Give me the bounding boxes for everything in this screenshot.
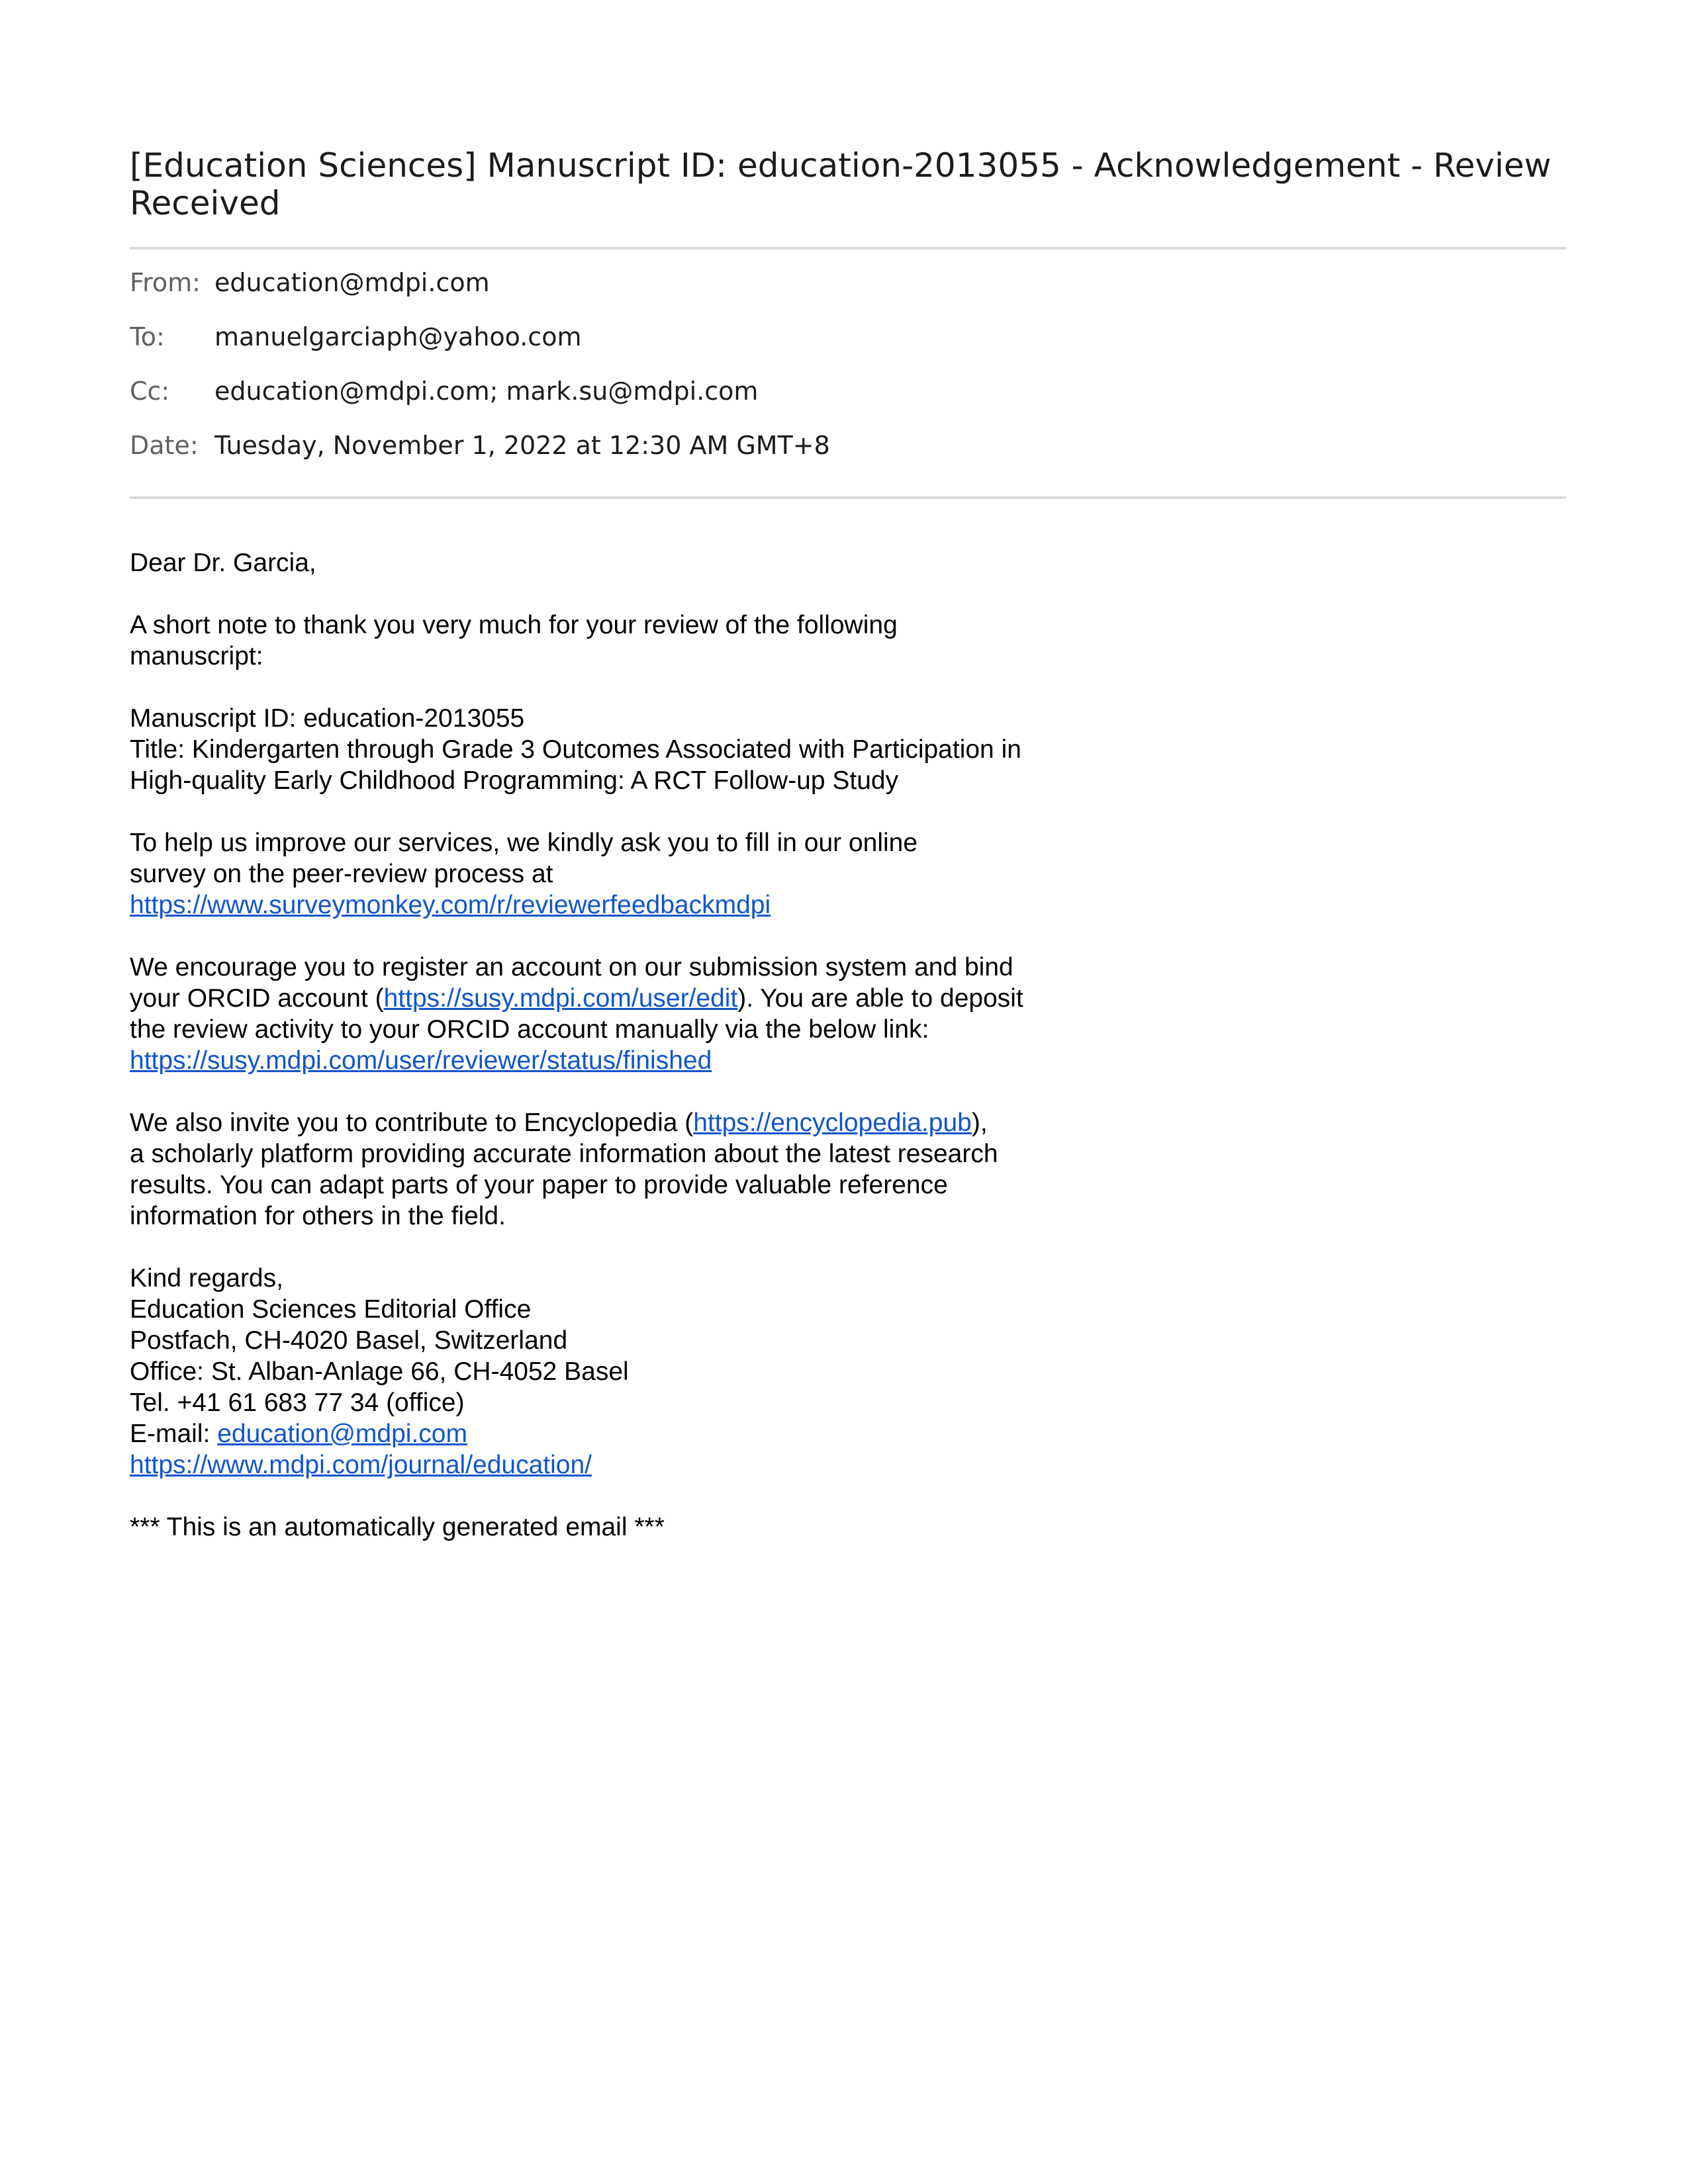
orcid-line: We encourage you to register an account on our submission system and bind (130, 953, 1013, 981)
date-value: Tuesday, November 1, 2022 at 12:30 AM GMT+8 (214, 431, 830, 460)
orcid-line-text: ). You are able to deposit (737, 984, 1023, 1013)
encyclopedia-line: information for others in the field. (130, 1202, 506, 1230)
from-row (130, 268, 1566, 322)
auto-generated-note: *** This is an automatically generated email *** (130, 1513, 665, 1541)
email-subject: [Education Sciences] Manuscript ID: education-2013055 - Acknowledgement - Review Received (130, 146, 1552, 222)
encyclopedia-line: a scholarly platform providing accurate information about the latest research (130, 1140, 998, 1168)
orcid-account-link[interactable]: https://susy.mdpi.com/user/edit (383, 984, 738, 1013)
thanks-paragraph (130, 610, 1215, 672)
journal-link-line (130, 1449, 1215, 1480)
email-body (130, 547, 1215, 1574)
encyclopedia-line: results. You can adapt parts of your paper to provide valuable reference (130, 1171, 948, 1199)
telephone: Tel. +41 61 683 77 34 (office) (130, 1388, 465, 1417)
to-row (130, 322, 1566, 377)
from-label: From: (130, 268, 201, 297)
to-value[interactable]: manuelgarciaph@yahoo.com (214, 322, 582, 351)
orcid-line-text: your ORCID account ( (130, 984, 384, 1013)
survey-paragraph (130, 827, 1215, 921)
greeting: Dear Dr. Garcia, (130, 549, 316, 577)
manuscript-title-line: Title: Kindergarten through Grade 3 Outcomes Associated with Participation in (130, 735, 1021, 764)
encyclopedia-line-text: ), (971, 1109, 988, 1137)
orcid-paragraph (130, 952, 1215, 1076)
manuscript-paragraph (130, 703, 1215, 796)
email-line (130, 1418, 1215, 1449)
postfach-address: Postfach, CH-4020 Basel, Switzerland (130, 1326, 568, 1355)
regards: Kind regards, (130, 1264, 283, 1293)
to-label: To: (130, 322, 165, 351)
email-label: E-mail: (130, 1420, 218, 1448)
office-name: Education Sciences Editorial Office (130, 1295, 532, 1324)
manuscript-id: Manuscript ID: education-2013055 (130, 704, 525, 733)
reviewer-link-line (130, 1045, 1215, 1076)
orcid-line (130, 983, 1215, 1014)
auto-note-paragraph (130, 1512, 1215, 1543)
header-divider-bottom (130, 496, 1566, 499)
from-value[interactable]: education@mdpi.com (214, 268, 490, 297)
cc-row (130, 377, 1566, 431)
thanks-line: manuscript: (130, 642, 263, 670)
thanks-line: A short note to thank you very much for your review of the following (130, 611, 898, 639)
date-row (130, 431, 1566, 485)
orcid-line: the review activity to your ORCID account manually via the below link: (130, 1015, 929, 1044)
journal-link[interactable]: https://www.mdpi.com/journal/education/ (130, 1451, 592, 1479)
office-email-link[interactable]: education@mdpi.com (217, 1420, 467, 1448)
header-divider-top (130, 247, 1566, 250)
survey-link[interactable]: https://www.surveymonkey.com/r/reviewerfeedbackmdpi (130, 891, 771, 919)
survey-link-line (130, 889, 1215, 921)
manuscript-title-line: High-quality Early Childhood Programming: A RCT Follow-up Study (130, 766, 899, 795)
survey-line: survey on the peer-review process at (130, 860, 553, 888)
encyclopedia-line (130, 1107, 1215, 1138)
cc-label: Cc: (130, 377, 170, 406)
reviewer-status-link[interactable]: https://susy.mdpi.com/user/reviewer/status/finished (130, 1046, 712, 1075)
greeting-paragraph (130, 547, 1215, 578)
survey-line: To help us improve our services, we kindly ask you to fill in our online (130, 829, 918, 857)
encyclopedia-link[interactable]: https://encyclopedia.pub (693, 1109, 972, 1137)
date-label: Date: (130, 431, 199, 460)
encyclopedia-line-text: We also invite you to contribute to Encyclopedia ( (130, 1109, 694, 1137)
encyclopedia-paragraph (130, 1107, 1215, 1232)
office-address: Office: St. Alban-Anlage 66, CH-4052 Basel (130, 1357, 629, 1386)
signature-paragraph (130, 1263, 1215, 1480)
cc-value[interactable]: education@mdpi.com; mark.su@mdpi.com (214, 377, 759, 406)
email-headers (130, 268, 1566, 485)
